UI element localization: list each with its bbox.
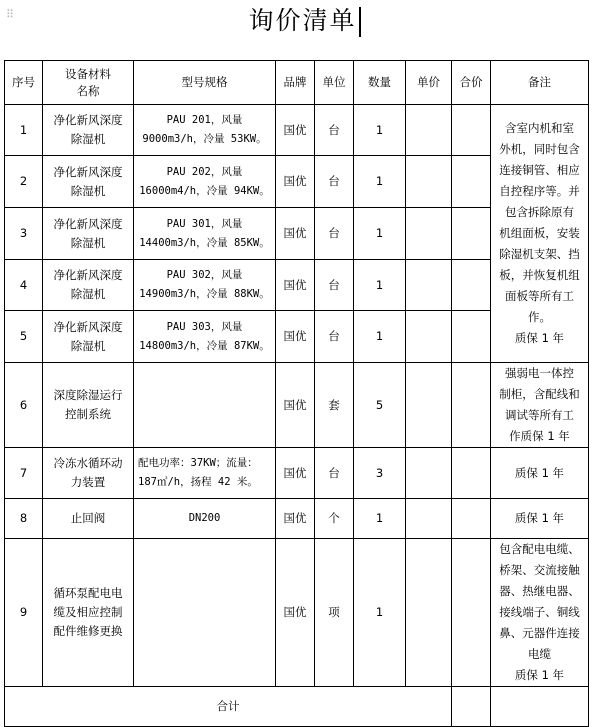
row-total [452,105,491,156]
row-unit: 台 [315,156,354,208]
row-spec: PAU 201，风量 9000m3/h，冷量 53KW。 [134,105,276,156]
row-name: 冷冻水循环动 力装置 [43,448,134,499]
row-qty: 3 [354,448,406,499]
row-total [452,260,491,311]
row-spec: PAU 303，风量 14800m3/h，冷量 87KW。 [134,311,276,363]
inquiry-table [4,60,589,727]
header-total: 合价 [452,61,491,105]
row-price [406,499,452,539]
row-brand: 国优 [276,311,315,363]
row-price [406,105,452,156]
row-qty: 1 [354,539,406,687]
row-name: 循环泵配电电 缆及相应控制 配件维修更换 [43,539,134,687]
row-qty: 5 [354,363,406,448]
row-note-group: 含室内机和室 外机，同时包含 连接铜管、相应 自控程序等。并 包含拆除原有 机组面板，安装 除湿机支架、挡 板，并恢复机组 面板等所有工 作。 质保 1 年 [491,105,589,363]
row-price [406,156,452,208]
header-price: 单价 [406,61,452,105]
row-spec: DN200 [134,499,276,539]
header-spec: 型号规格 [134,61,276,105]
row-total [452,448,491,499]
row-brand: 国优 [276,105,315,156]
row-price [406,208,452,260]
row-no: 9 [5,539,43,687]
row-unit: 台 [315,311,354,363]
row-spec [134,539,276,687]
table-row [5,539,589,687]
row-total [452,156,491,208]
row-brand: 国优 [276,208,315,260]
row-total [452,499,491,539]
row-brand: 国优 [276,499,315,539]
row-note: 包含配电电缆、 桥架、交流接触 器、热继电器、 接线端子、铜线 鼻、元器件连接 电缆 质保 1 年 [491,539,589,687]
drag-handle-icon[interactable]: ⠿ [6,8,14,21]
header-row [5,61,589,105]
row-spec: PAU 202，风量 16000m4/h，冷量 94KW。 [134,156,276,208]
row-unit: 台 [315,208,354,260]
row-unit: 个 [315,499,354,539]
row-name: 净化新风深度 除湿机 [43,105,134,156]
table-row [5,105,589,156]
row-qty: 1 [354,156,406,208]
row-name: 净化新风深度 除湿机 [43,208,134,260]
row-price [406,363,452,448]
row-total [452,208,491,260]
row-note: 质保 1 年 [491,448,589,499]
row-name: 深度除湿运行 控制系统 [43,363,134,448]
footer-label: 合计 [5,687,452,727]
row-qty: 1 [354,260,406,311]
row-spec: PAU 301，风量 14400m3/h，冷量 85KW。 [134,208,276,260]
row-unit: 台 [315,260,354,311]
row-brand: 国优 [276,156,315,208]
row-unit: 项 [315,539,354,687]
row-no: 6 [5,363,43,448]
row-unit: 台 [315,448,354,499]
row-qty: 1 [354,105,406,156]
row-spec [134,363,276,448]
header-brand: 品牌 [276,61,315,105]
row-note: 质保 1 年 [491,499,589,539]
table-row [5,499,589,539]
row-price [406,539,452,687]
row-spec: 配电功率：37KW；流量： 187㎥/h，扬程 42 米。 [134,448,276,499]
row-unit: 台 [315,105,354,156]
row-name: 止回阀 [43,499,134,539]
row-note: 强弱电一体控 制柜，含配线和 调试等所有工 作质保 1 年 [491,363,589,448]
table-row [5,448,589,499]
header-no: 序号 [5,61,43,105]
row-total [452,539,491,687]
row-no: 5 [5,311,43,363]
row-total [452,311,491,363]
row-no: 3 [5,208,43,260]
row-no: 4 [5,260,43,311]
row-price [406,260,452,311]
row-no: 8 [5,499,43,539]
row-brand: 国优 [276,539,315,687]
header-name: 设备材料 名称 [43,61,134,105]
document-title[interactable]: 询价清单 [248,6,357,35]
row-spec: PAU 302，风量 14900m3/h，冷量 88KW。 [134,260,276,311]
row-total [452,363,491,448]
row-price [406,311,452,363]
row-name: 净化新风深度 除湿机 [43,156,134,208]
table-row [5,363,589,448]
row-name: 净化新风深度 除湿机 [43,260,134,311]
text-cursor [359,7,361,37]
row-price [406,448,452,499]
row-name: 净化新风深度 除湿机 [43,311,134,363]
row-no: 7 [5,448,43,499]
row-unit: 套 [315,363,354,448]
header-note: 备注 [491,61,589,105]
row-qty: 1 [354,499,406,539]
row-no: 2 [5,156,43,208]
row-qty: 1 [354,208,406,260]
row-brand: 国优 [276,260,315,311]
row-brand: 国优 [276,363,315,448]
title-area [0,4,609,44]
row-no: 1 [5,105,43,156]
row-qty: 1 [354,311,406,363]
header-qty: 数量 [354,61,406,105]
row-brand: 国优 [276,448,315,499]
header-unit: 单位 [315,61,354,105]
